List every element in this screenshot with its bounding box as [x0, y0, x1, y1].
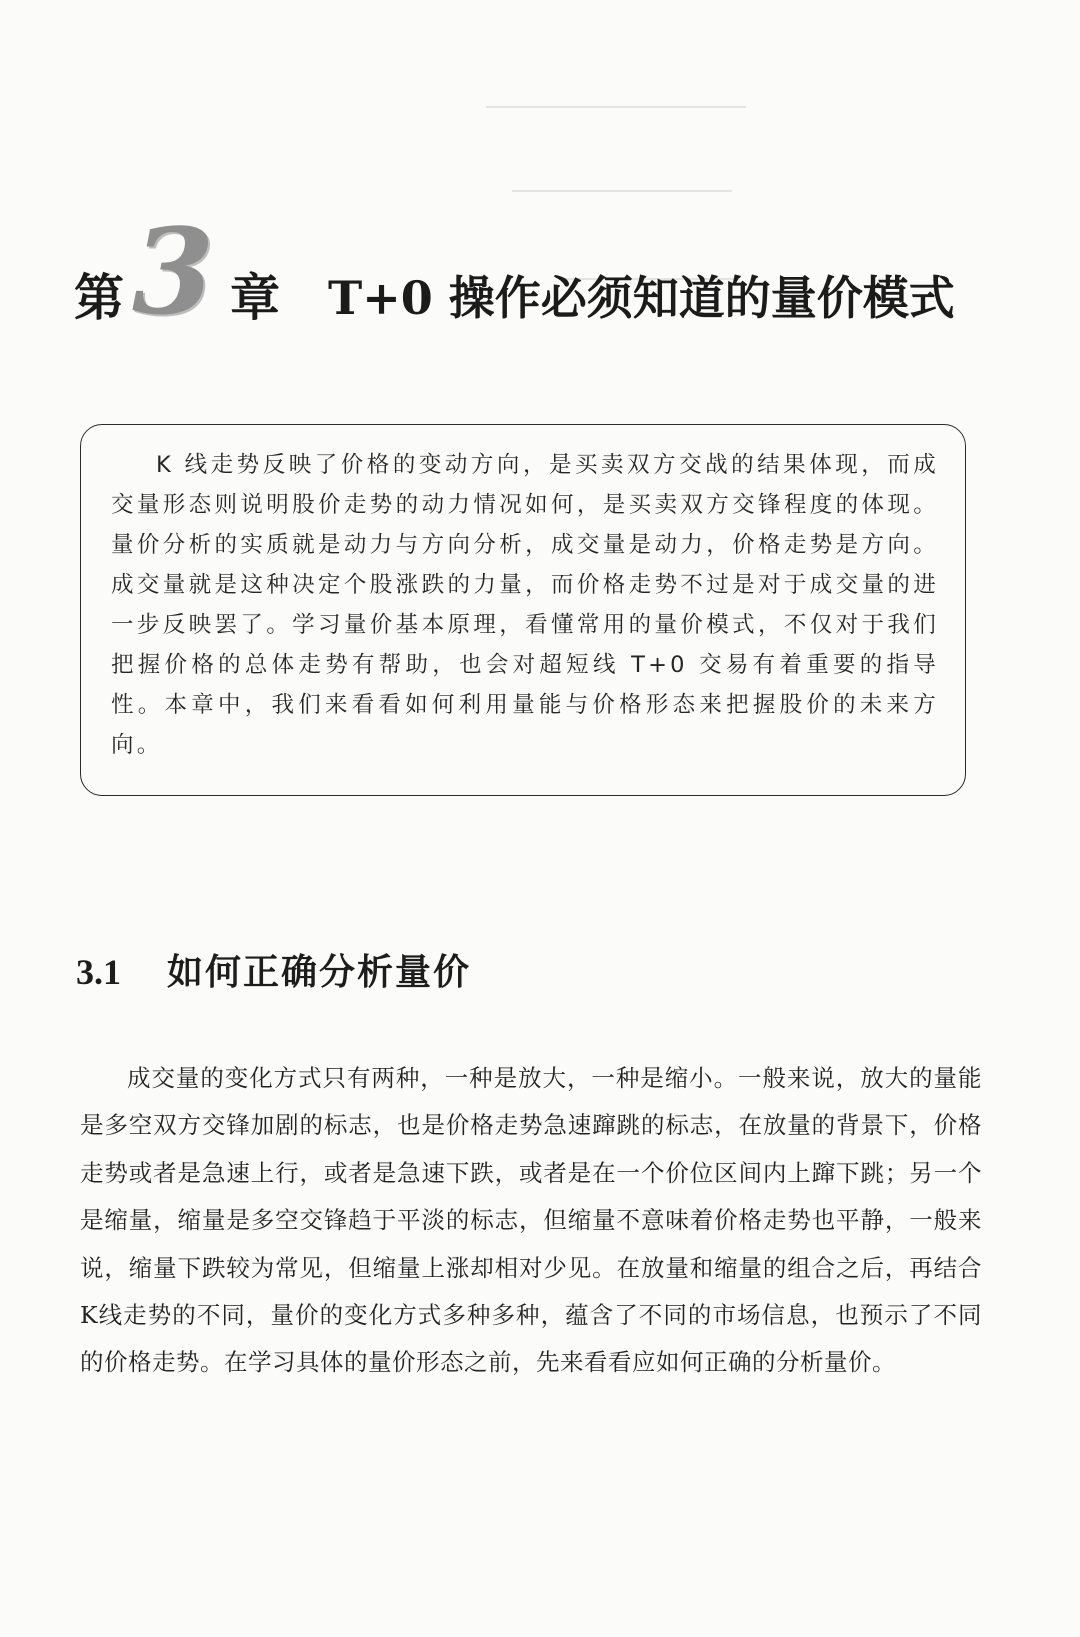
- section-title: 如何正确分析量价: [167, 951, 472, 993]
- section-heading: [76, 944, 471, 1000]
- chapter-number: 3: [132, 202, 213, 341]
- chapter-suffix: 章: [230, 268, 280, 327]
- chapter-title: T+0 操作必须知道的量价模式: [328, 271, 955, 325]
- chapter-intro-text: K 线走势反映了价格的变动方向，是买卖双方交战的结果体现，而成交量形态则说明股价走势的动力情况如何，是买卖双方交锋程度的体现。量价分析的实质就是动力与方向分析，成交量是动力，价格走势是方向。成交量就是这种决定个股涨跌的力量，而价格走势不过是对于成交量的进一步反映罢了。学习量价基本原理，看懂常用的量价模式，不仅对于我们把握价格的总体走势有帮助，也会对超短线 T+0 交易有着重要的指导性。本章中，我们来看看如何利用量能与价格形态来把握股价的未来方向。: [111, 452, 939, 758]
- chapter-prefix: 第: [74, 268, 124, 327]
- bleed-through-mark: [486, 106, 746, 108]
- chapter-intro-box: [80, 424, 966, 796]
- chapter-header: [74, 202, 974, 342]
- bleed-through-mark: [512, 190, 732, 192]
- section-number: 3.1: [76, 952, 121, 992]
- body-paragraph: 成交量的变化方式只有两种，一种是放大，一种是缩小。一般来说，放大的量能是多空双方交锋加剧的标志，也是价格走势急速蹿跳的标志，在放量的背景下，价格走势或者是急速上行，或者是急速下跌，或者是在一个价位区间内上蹿下跳；另一个是缩量，缩量是多空交锋趋于平淡的标志，但缩量不意味着价格走势也平静，一般来说，缩量下跌较为常见，但缩量上涨却相对少见。在放量和缩量的组合之后，再结合K线走势的不同，量价的变化方式多种多种，蕴含了不同的市场信息，也预示了不同的价格走势。在学习具体的量价形态之前，先来看看应如何正确的分析量价。: [80, 1064, 982, 1377]
